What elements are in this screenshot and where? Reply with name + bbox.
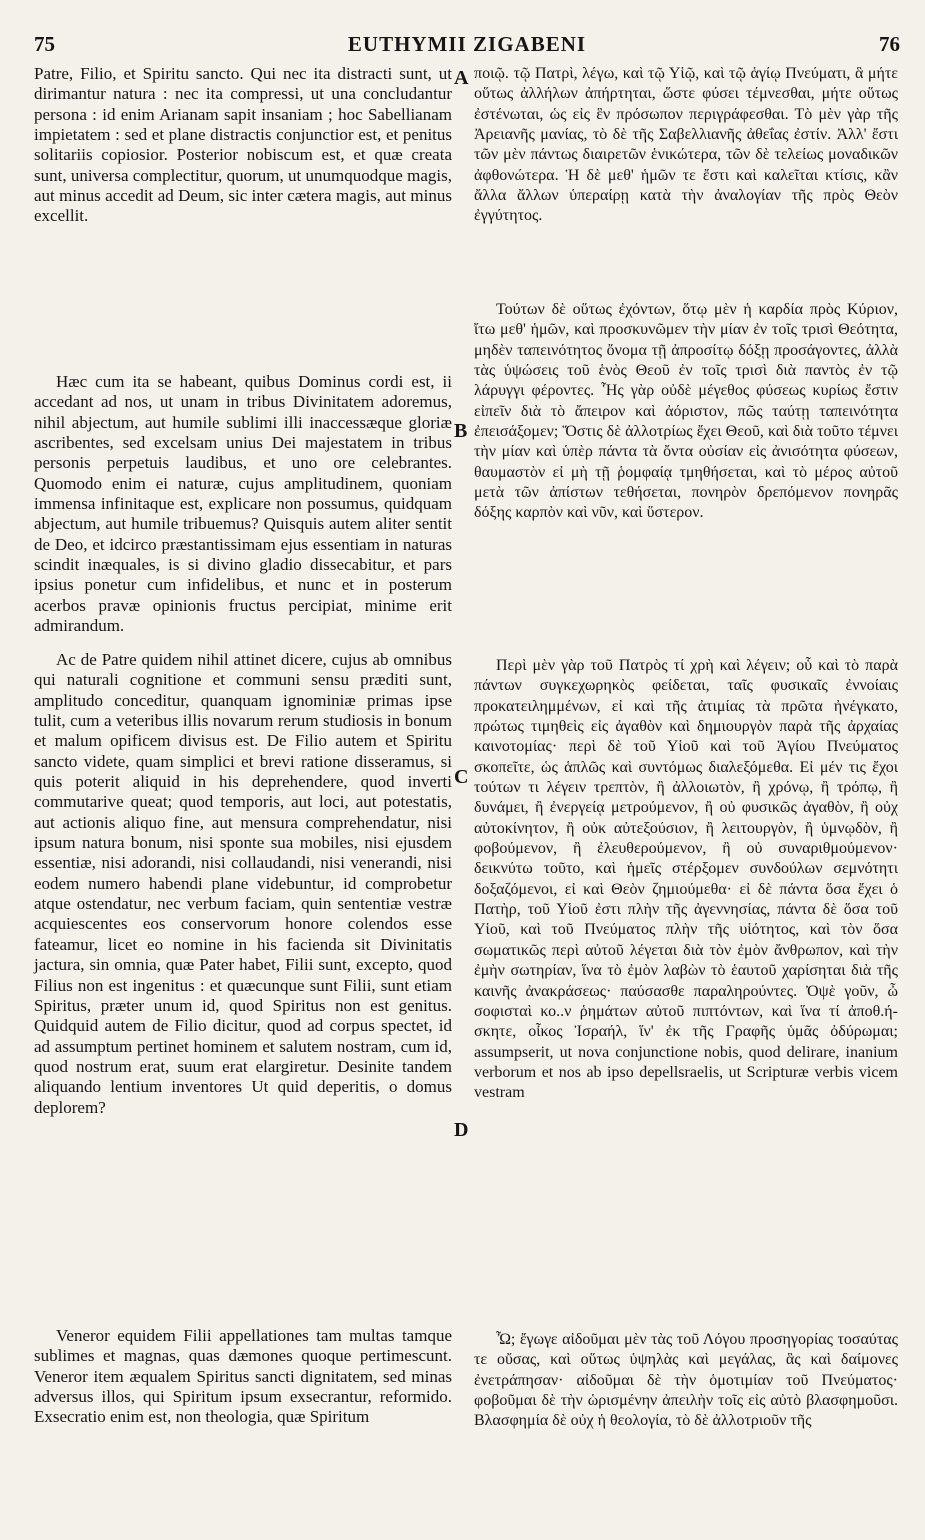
running-title: EUTHYMII ZIGABENI [347, 32, 587, 56]
section-marker-d: D [454, 1119, 469, 1141]
greek-text: Τούτων δὲ οὕτως ἐχόντων, ὅτῳ μὲν ἡ καρδία πρὸς Κύριον, ἴτω μεθ' ἡμῶν, καὶ προσκυνῶμεν τὴν μίαν ἐν τοῖς τρισὶ Θεότητα, μηδὲν ταπεινότητος ὄνομα τῇ ἀπροσίτῳ δόξῃ προσάγοντες, ἀλλὰ τὰς ὑψώσεις τοῦ ἑνὸς Θεοῦ ἐν τοῖς τρισὶ διὰ παντὸς ἐν τῷ λάρυγγι φέροντες. Ἧς γὰρ οὐδὲ μέγεθος φύσεως κυρίως ἔστιν εἰπεῖν διὰ τὸ ἄπειρον καὶ ἀόριστον, πῶς ταύτῃ ταπεινότητα ἐπεισάξομεν; Ὅστις δὲ ἀλλοτρίως ἔχει Θεοῦ, καὶ διὰ τοῦτο τέμνει τὴν μίαν καὶ ὑπὲρ πάντα τὰ ὄντα οὐσίαν εἰς ἀνισότητα φύσεων, θαυμαστὸν εἰ μὴ τῇ ῥομφαίᾳ τμηθήσεται, καὶ τὸ μέρος αὐτοῦ μετὰ τῶν ἀπίστων τεθήσεται, πονηρὸν δρεπόμενον πονηρᾶς δόξης καρπὸν καὶ νῦν, καὶ ὕστερον. [474, 301, 898, 522]
latin-text: Hæc cum ita se habeant, quibus Dominus cordi est, ii accedant ad nos, ut unam in tribus Divinitatem adoremus, nihil abjectum, aut humile sublimi illi inaccessæque gloriæ ascribentes, sed excelsam unius Dei majestatem in tribus personis perpetuis laudibus, et uno ore celebrantes. Quomodo enim ei naturæ, cujus amplitudinem, quoniam immensa infinitaque est, explicare non possumus, quidquam abjectum, aut humile tribuemus? Quisquis autem aliter sentit de Deo, et idcirco præstantissimam ejus essentiam in naturas scindit inæquales, is si divino gladio dissecabitur, et pars ipsius ponetur cum infidelibus, et nunc et in posterum acerbos pravæ opinionis fructus percipiat, minime erit admirandum. [34, 372, 452, 636]
greek-text: Ὦ; ἔγωγε αἰδοῦμαι μὲν τὰς τοῦ Λόγου προσηγορίας τοσαύτας τε οὔσας, καὶ οὕτως ὑψηλὰς καὶ μεγάλας, ἃς καὶ δαίμονες ἐνετράπησαν· αἰδοῦμαι δὲ τὴν ὁμοτιμίαν τοῦ Πνεύματος· φοβοῦμαι δὲ τὴν ὡρισμένην ἀπειλὴν τοῖς εἰς αὐτὸ βλασφημοῦσι. Βλασφημία δὲ οὐχ ἡ θεολογία, τὸ δὲ ἀλλοτριοῦν τῆς [474, 1331, 898, 1430]
greek-paragraph-2 [474, 300, 898, 524]
page-number-right: 76 [879, 32, 900, 56]
greek-paragraph-4 [474, 1330, 898, 1432]
page-number-left: 75 [34, 32, 55, 56]
latin-text: Patre, Filio, et Spiritu sancto. Qui nec ita distracti sunt, ut dirimantur natura : nec ita compressi, ut una concludantur persona : id enim Arianam sapit insaniam ; hoc Sabellianam impietatem : sed et plane distractis conjunctior est, et penitus solitariis copiosior. Posterior nobiscum est, et quæ creata sunt, universa complectitur, quorum, ut unumquodque magis, aut minus accedit ad Deum, sic inter cætera magis, aut minus excellit. [34, 64, 452, 226]
latin-text: Ac de Patre quidem nihil attinet dicere, cujus ab omnibus qui naturali cognitione et communi sensu præditi sunt, amplitudo conceditur, quanquam ignominiæ primas ipse tulit, cum a veteribus illis novarum rerum studiosis in bonum et malum opificem divisus est. De Filio autem et Spiritu sancto videte, quam simplici et brevi ratione disseramus, si quis poterit aliquid in his deprehendere, quod inverti commutarive queat; quod temporis, aut loci, aut potestatis, aut actionis aliquo fine, aut mensura comprehendatur, nisi ipsum natura bonum, nisi sponte sua mobiles, nisi ejusdem essentiæ, nisi adorandi, nisi collaudandi, nisi venerandi, nisi eodem numero habendi plane videbuntur, id comprobetur atque ostendatur, nec verbum faciam, quin sententiæ vestræ acquiescentes eos conservorum honore colendos esse fateamur, licet eo nomine in his facienda sit Divinitatis jactura, sin omnia, quæ Pater habet, Filii sunt, excepto, quod Filius non est ingenitus : et quæcunque sunt Filii, sunt etiam Spiritus, præter unum id, quod Spiritus non est genitus. Quidquid autem de Filio dicitur, quod ad corpus spectet, id ad assumptum pertinet hominem et salutem nostram, cum id, quod nostrum erat, suum erat elargiretur. Desinite tandem aliquando lentium inventores Ut quid deperitis, o domus deplorem? [34, 650, 452, 1117]
latin-paragraph-2 [34, 372, 452, 636]
section-marker-c: C [454, 766, 469, 788]
greek-paragraph-1 [474, 64, 898, 227]
latin-paragraph-3 [34, 650, 452, 1118]
section-marker-b: B [454, 420, 468, 442]
running-header [34, 32, 900, 62]
latin-paragraph-4 [34, 1326, 452, 1428]
greek-paragraph-3 [474, 656, 898, 1104]
section-marker-a: A [454, 67, 469, 89]
latin-paragraph-1 [34, 64, 452, 227]
latin-text: Veneror equidem Filii appellationes tam multas tamque sublimes et magnas, quas dæmones quoque pertimescunt. Veneror item æqualem Spiritus sancti dignitatem, sed minas adversus illos, qui Spiritum ipsum exsecrantur, reformido. Exsecratio enim est, non theologia, quæ Spiritum [34, 1326, 452, 1427]
greek-text: ποιῷ. τῷ Πατρὶ, λέγω, καὶ τῷ Υἱῷ, καὶ τῷ ἁγίῳ Πνεύματι, ἃ μήτε οὕτως ἀλλήλων ἀπήρτηται, ὥστε φύσει τέμνεσθαι, μήτε οὕτως ἐστένωται, ὡς εἰς ἓν πρόσωπον περιγράφεσθαι. Τὸ μὲν γὰρ τῆς Ἀρειανῆς μανίας, τὸ δὲ τῆς Σαβελλιανῆς ἀθεΐας ἐστίν. Ἀλλ' ἔστι τῶν μὲν πάντως διαιρετῶν ἑνικώτερα, τῶν δὲ τελείως μοναδικῶν ἀφθονώτερα. Ἡ δὲ μεθ' ἡμῶν τε ἔστι καὶ καλεῖται κτίσις, κἂν ἄλλα ἄλλων ὑπεραίρῃ κατὰ τὴν ἀναλογίαν τῆς πρὸς Θεὸν ἐγγύτητος. [474, 65, 898, 225]
greek-text: Περὶ μὲν γὰρ τοῦ Πατρὸς τί χρὴ καὶ λέγειν; οὗ καὶ τὸ παρὰ πάντων συγκεχωρηκὸς φείδεται, ταῖς φυσικαῖς ἐννοίαις προκατειλημμένων, εἰ καὶ τῆς ἀτιμίας τὰ πρῶτα ἠνέγκατο, πρώτως τιμηθεὶς εἰς ἀγαθὸν καὶ δημιουργὸν παρὰ τῆς ἀρχαίας καινοτομίας· περὶ δὲ τοῦ Υἱοῦ καὶ τοῦ Ἁγίου Πνεύματος σκοπεῖτε, ὡς ἁπλῶς καὶ συντόμως διαλεξόμεθα. Εἰ μέν τις ἔχοι τούτων τι λέγειν τρεπτὸν, ἢ ἀλλοιωτὸν, ἢ χρόνῳ, ἢ τρόπῳ, ἢ δυνάμει, ἢ ἐνεργείᾳ μετρούμενον, ἢ οὐ φυσικῶς ἀγαθὸν, ἢ οὐχ αὐτοκίνητον, ἢ οὐκ αὐτεξούσιον, ἢ λειτουργὸν, ἢ ὑμνῳδὸν, ἢ φοβούμενον, ἢ ἐλευθερούμενον, ἢ οὐ συναριθμούμενον· δεικνύτω τοῦτο, καὶ ἡμεῖς στέρξομεν συνδούλων σεμνότητι δοξαζόμενοι, εἰ καὶ Θεὸν ζημιούμεθα· εἰ δὲ πάντα ὅσα ἔχει ὁ Πατὴρ, τοῦ Υἱοῦ ἐστι πλὴν τῆς ἀγεννησίας, πάντα δὲ ὅσα τοῦ Υἱοῦ, καὶ τοῦ Πνεύματος πλὴν τῆς υἱότητος, καὶ τὸν ὅσα σωματικῶς περὶ αὐτοῦ λέγεται διὰ τὸν ἐμὸν ἄνθρωπον, καὶ τὴν ἐμὴν σωτηρίαν, ἵνα τὸ ἐμὸν λαβὼν τὸ ἑαυτοῦ χαρίσηται διὰ τῆς καινῆς ἀνακράσεως· παύσασθε παραληρούντες. Ὀψὲ γοῦν, ὦ σοφισταὶ κο..ν ῥημάτων αὐτοῦ πιπτόντων, καὶ ἵνα τί ἀποθ.ή-σκητε, οἶκος Ἰσραήλ, ἵν' ἐκ τῆς Γραφῆς ὑμᾶς ὀδύρωμαι; assumpserit, ut nova conjunctione nobis, quod delirare, inanium verborum et nos ab ipso depellsraelis, ut Scripturæ verbis vicem vestram [474, 657, 898, 1102]
